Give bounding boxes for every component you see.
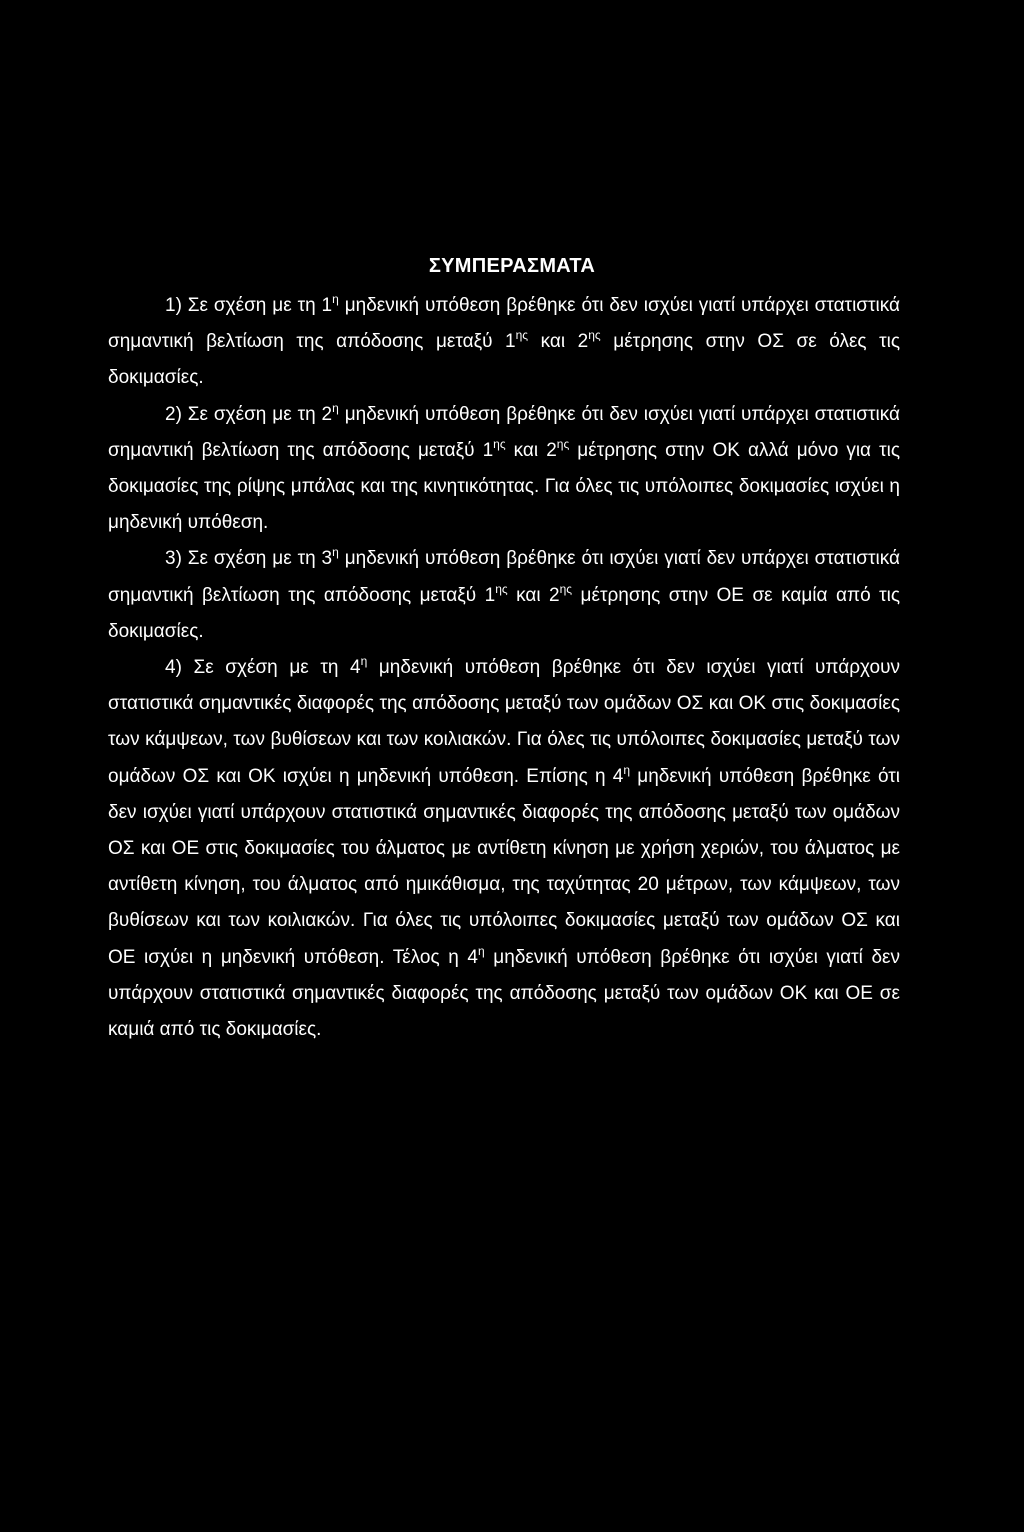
paragraph-text: μέτρησης στην ΟΕ σε καμία από τις δοκιμασίες. xyxy=(108,584,900,642)
ordinal-superscript: η xyxy=(332,400,339,415)
ordinal-superscript: ης xyxy=(559,581,573,596)
paragraph-text: και 2 xyxy=(507,584,560,606)
paragraph-text: μηδενική υπόθεση βρέθηκε ότι δεν ισχύει γιατί υπάρχουν στατιστικά σημαντικές διαφορές της απόδοσης μεταξύ των ομάδων ΟΣ και ΟΕ στις δοκιμασίες του άλματος με αντίθετη κίνηση με χρήση χεριών, του άλματος με αντίθετη κίνηση, του άλματος από ημικάθισμα, της ταχύτητας 20 μέτρων, των κάμψεων, των βυθίσεων και των κοιλιακών. Για όλες τις υπόλοιπες δοκιμασίες μεταξύ των ομάδων ΟΣ και ΟΕ ισχύει η μηδενική υπόθεση. Τέλος η 4 xyxy=(108,765,901,968)
ordinal-superscript: ης xyxy=(495,581,508,596)
paragraph-text: μηδενική υπόθεση βρέθηκε ότι δεν ισχύει γιατί υπάρχει στατιστικά σημαντική βελτίωση της απόδοσης μεταξύ 1 xyxy=(108,403,900,461)
ordinal-superscript: η xyxy=(623,762,631,777)
paragraph-text: 3) Σε σχέση με τη 3 xyxy=(165,548,333,570)
paragraph-text: μηδενική υπόθεση βρέθηκε ότι ισχύει γιατί δεν υπάρχουν στατιστικά σημαντικές διαφορές της απόδοσης μεταξύ των ομάδων ΟΚ και ΟΕ σε καμιά από τις δοκιμασίες. xyxy=(108,946,901,1041)
ordinal-superscript: η xyxy=(332,292,339,306)
conclusion-paragraph xyxy=(108,541,900,650)
ordinal-superscript: η xyxy=(478,943,485,958)
ordinal-superscript: ης xyxy=(556,436,570,451)
paragraph-text: μηδενική υπόθεση βρέθηκε ότι δεν ισχύει γιατί υπάρχει στατιστικά σημαντική βελτίωση της απόδοσης μεταξύ 1 xyxy=(108,295,900,353)
conclusion-paragraph xyxy=(108,397,900,542)
paragraph-text: και 2 xyxy=(505,439,557,461)
ordinal-superscript: ης xyxy=(493,436,506,451)
paragraph-text: και 2 xyxy=(528,331,589,353)
ordinal-superscript: ης xyxy=(588,328,601,343)
conclusion-paragraph xyxy=(108,650,900,1048)
paragraph-text: 1) Σε σχέση με τη 1 xyxy=(165,295,333,316)
document-body xyxy=(108,288,900,1048)
paragraph-text: 2) Σε σχέση με τη 2 xyxy=(165,403,333,425)
document-title: ΣΥΜΠΕΡΑΣΜΑΤΑ xyxy=(428,255,596,277)
paragraph-text: μηδενική υπόθεση βρέθηκε ότι ισχύει γιατί δεν υπάρχει στατιστικά σημαντική βελτίωση της απόδοσης μεταξύ 1 xyxy=(108,548,900,606)
ordinal-superscript: η xyxy=(360,654,368,669)
paragraph-text: 4) Σε σχέση με τη 4 xyxy=(165,657,361,679)
paragraph-text: μέτρησης στην ΟΣ σε όλες τις δοκιμασίες. xyxy=(108,331,901,389)
paragraph-text: μηδενική υπόθεση βρέθηκε ότι δεν ισχύει γιατί υπάρχουν στατιστικά σημαντικές διαφορές της απόδοσης μεταξύ των ομάδων ΟΣ και ΟΚ στις δοκιμασίες των κάμψεων, των βυθίσεων και των κοιλιακών. Για όλες τις υπόλοιπες δοκιμασίες μεταξύ των ομάδων ΟΣ και ΟΚ ισχύει η μηδενική υπόθεση. Επίσης η 4 xyxy=(108,657,900,787)
ordinal-superscript: η xyxy=(332,545,339,560)
paragraph-text: μέτρησης στην ΟΚ αλλά μόνο για τις δοκιμασίες της ρίψης μπάλας και της κινητικότητας. Για όλες τις υπόλοιπες δοκιμασίες ισχύει η μηδενική υπόθεση. xyxy=(108,439,900,534)
ordinal-superscript: ης xyxy=(515,328,529,343)
conclusion-paragraph xyxy=(108,288,900,397)
